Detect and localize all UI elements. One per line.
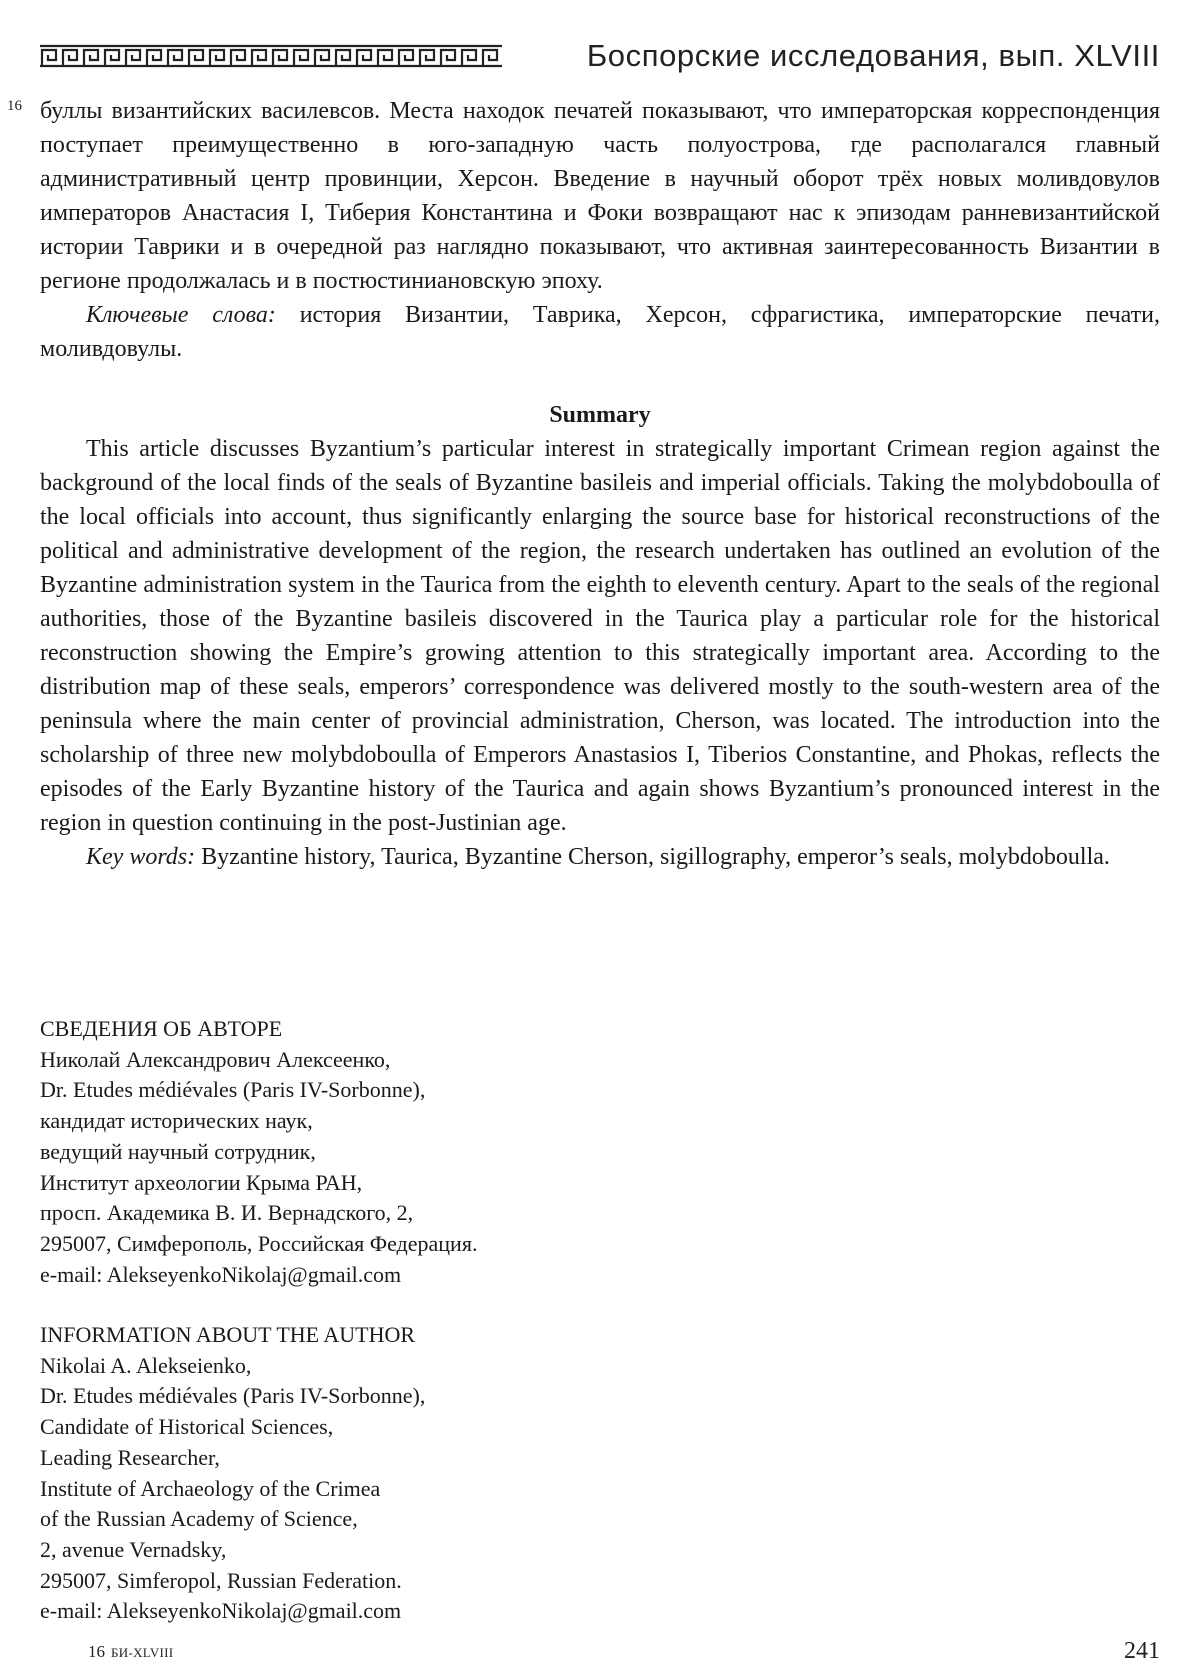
author-en-heading: INFORMATION ABOUT THE AUTHOR: [40, 1322, 416, 1347]
abstract-ru: [40, 94, 1160, 366]
author-en-email: e-mail: AlekseyenkoNikolaj@gmail.com: [40, 1598, 402, 1624]
page-number: 241: [1124, 1638, 1160, 1664]
author-en-name: Nikolai A. Alekseienko,: [40, 1352, 252, 1378]
keywords-en: [40, 840, 1160, 874]
author-info-en: [40, 1320, 740, 1627]
abstract-ru-text: буллы византийских василевсов. Места находок печатей показывают, что императорская корреспонденция поступает преимущественно в юго-западную часть полуострова, где располагался главный административный центр провинции, Херсон. Введение в научный оборот трёх новых моливдовулов императоров Анастасия I, Тиберия Константина и Фоки возвращают нас к эпизодам ранневизантийской истории Таврики и в очередной раз наглядно показывают, что активная заинтересованность Византии в регионе продолжалась и в постюстиниановскую эпоху.: [40, 98, 1160, 294]
summary-heading: Summary: [549, 402, 651, 428]
author-ru-address: просп. Академика В. И. Вернадского, 2,: [40, 1200, 414, 1226]
footer-number: 16: [88, 1642, 105, 1661]
keywords-en-label: Key words:: [86, 844, 196, 870]
margin-number: 16: [7, 98, 22, 114]
author-en-degree: Dr. Etudes médiévales (Paris IV-Sorbonne),: [40, 1383, 426, 1409]
keywords-ru-label: Ключевые слова:: [86, 302, 276, 328]
keywords-en-text: Byzantine history, Taurica, Byzantine Cherson, sigillography, emperor’s seals, molybdoboulla.: [195, 844, 1110, 870]
author-en-position: Leading Researcher,: [40, 1444, 220, 1470]
author-en-institute-cont: of the Russian Academy of Science,: [40, 1506, 358, 1532]
keywords-ru: [40, 298, 1160, 366]
page-header: [40, 34, 1160, 78]
author-ru-position: ведущий научный сотрудник,: [40, 1138, 316, 1164]
author-en-address: 2, avenue Vernadsky,: [40, 1536, 227, 1562]
keywords-ru-text: история Византии, Таврика, Херсон, сфрагистика, императорские печати, моливдовулы.: [40, 302, 1160, 362]
author-en-institute: Institute of Archaeology of the Crimea: [40, 1475, 381, 1501]
author-en-city: 295007, Simferopol, Russian Federation.: [40, 1567, 402, 1593]
greek-key-ornament-icon: [40, 44, 506, 68]
summary-section: [40, 398, 1160, 874]
journal-title: Боспорские исследования, вып. XLVIII: [586, 38, 1160, 73]
author-en-title: Candidate of Historical Sciences,: [40, 1414, 334, 1440]
author-info-ru: [40, 1014, 740, 1290]
author-ru-city: 295007, Симферополь, Российская Федерация.: [40, 1230, 478, 1256]
footer-code: БИ-XLVIII: [111, 1645, 174, 1660]
footer-print-mark: [88, 1642, 173, 1662]
author-ru-heading: СВЕДЕНИЯ ОБ АВТОРЕ: [40, 1016, 283, 1041]
author-ru-name: Николай Александрович Алексеенко,: [40, 1046, 391, 1072]
author-ru-institute: Институт археологии Крыма РАН,: [40, 1169, 363, 1195]
author-ru-title: кандидат исторических наук,: [40, 1108, 313, 1134]
author-ru-email: e-mail: AlekseyenkoNikolaj@gmail.com: [40, 1261, 402, 1287]
author-ru-degree: Dr. Etudes médiévales (Paris IV-Sorbonne),: [40, 1077, 426, 1103]
greek-key-pattern: [40, 46, 502, 66]
summary-text: This article discusses Byzantium’s particular interest in strategically important Crimean region against the background of the local finds of the seals of Byzantine basileis and imperial officials. Taking the molybdoboulla of the local officials into account, thus significantly enlarging the source base for historical reconstructions of the political and administrative development of the region, the research undertaken has outlined an evolution of the Byzantine administration system in the Taurica from the eighth to eleventh century. Apart to the seals of the regional authorities, those of the Byzantine basileis discovered in the Taurica play a particular role for the historical reconstruction showing the Empire’s growing attention to this strategically important area. According to the distribution map of these seals, emperors’ correspondence was delivered mostly to the south-western area of the peninsula where the main center of provincial administration, Cherson, was located. The introduction into the scholarship of three new molybdoboulla of Emperors Anastasios I, Tiberios Constantine, and Phokas, reflects the episodes of the Early Byzantine history of the Taurica and again shows Byzantium’s pronounced interest in the region in question continuing in the post-Justinian age.: [40, 436, 1160, 836]
